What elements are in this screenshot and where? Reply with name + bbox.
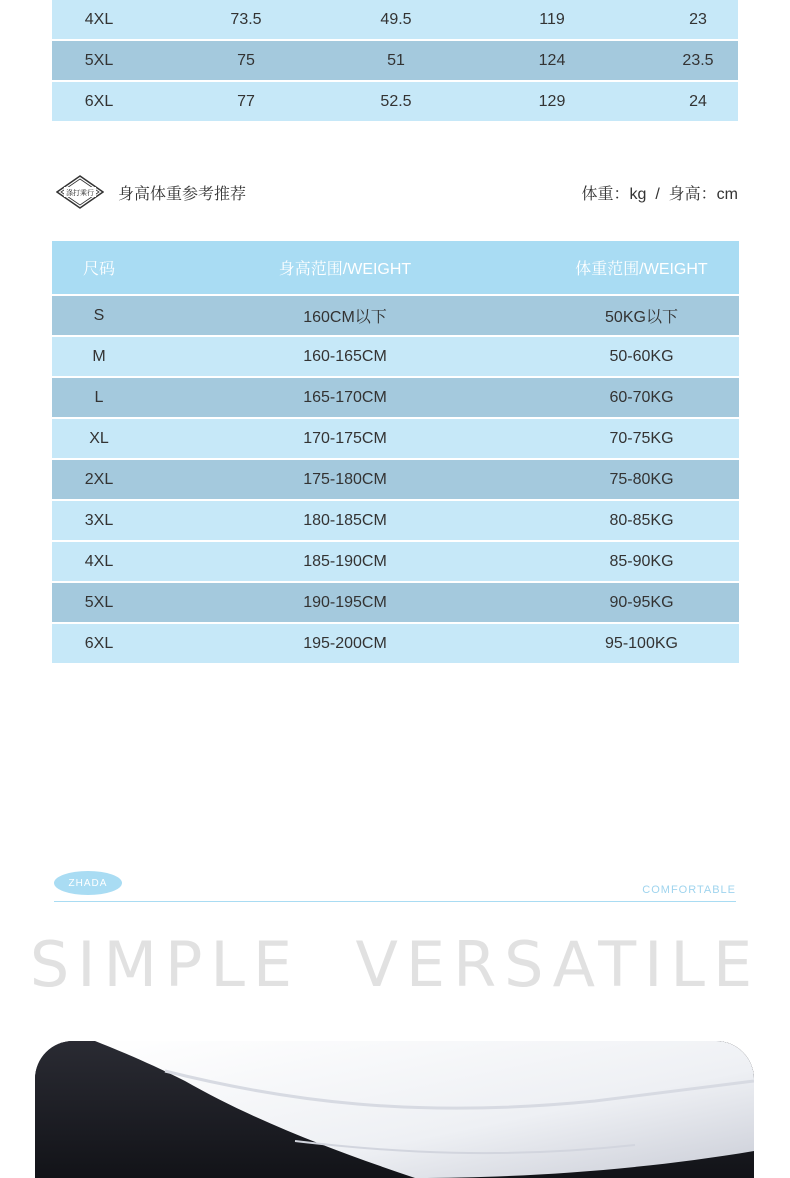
table-row: 4XL 73.5 49.5 119 23 [52,0,738,39]
table-row: 6XL 77 52.5 129 24 [52,82,738,121]
table-row: 3XL 180-185CM 80-85KG [52,501,739,540]
table-row: 4XL 185-190CM 85-90KG [52,542,739,581]
svg-text:涤打乘行: 涤打乘行 [66,189,94,197]
tagline: COMFORTABLE [642,884,736,896]
table-row: L 165-170CM 60-70KG [52,378,739,417]
table-row: 5XL 190-195CM 90-95KG [52,583,739,622]
headline: SIMPLE VERSATILE [29,928,761,1001]
product-photo [35,1041,754,1178]
table-row: 5XL 75 51 124 23.5 [52,41,738,80]
table-row: S 160CM以下 50KG以下 [52,296,739,335]
size-chart-table [52,0,738,123]
table-row: M 160-165CM 50-60KG [52,337,739,376]
brand-logo [56,175,104,209]
brand-badge: ZHADA [54,871,122,895]
recommendation-header [56,172,738,212]
table-row: 2XL 175-180CM 75-80KG [52,460,739,499]
header-size: 尺码 [82,261,115,278]
header-height: 身高范围/WEIGHT [278,261,412,278]
height-weight-table [52,241,739,665]
divider-line [54,901,736,902]
section-title: 身高体重参考推荐 [118,185,247,203]
table-row: XL 170-175CM 70-75KG [52,419,739,458]
unit-note: 体重：kg / 身高：cm [581,185,738,203]
header-weight: 体重范围/WEIGHT [575,261,708,278]
table-header [52,241,739,294]
table-row: 6XL 195-200CM 95-100KG [52,624,739,663]
